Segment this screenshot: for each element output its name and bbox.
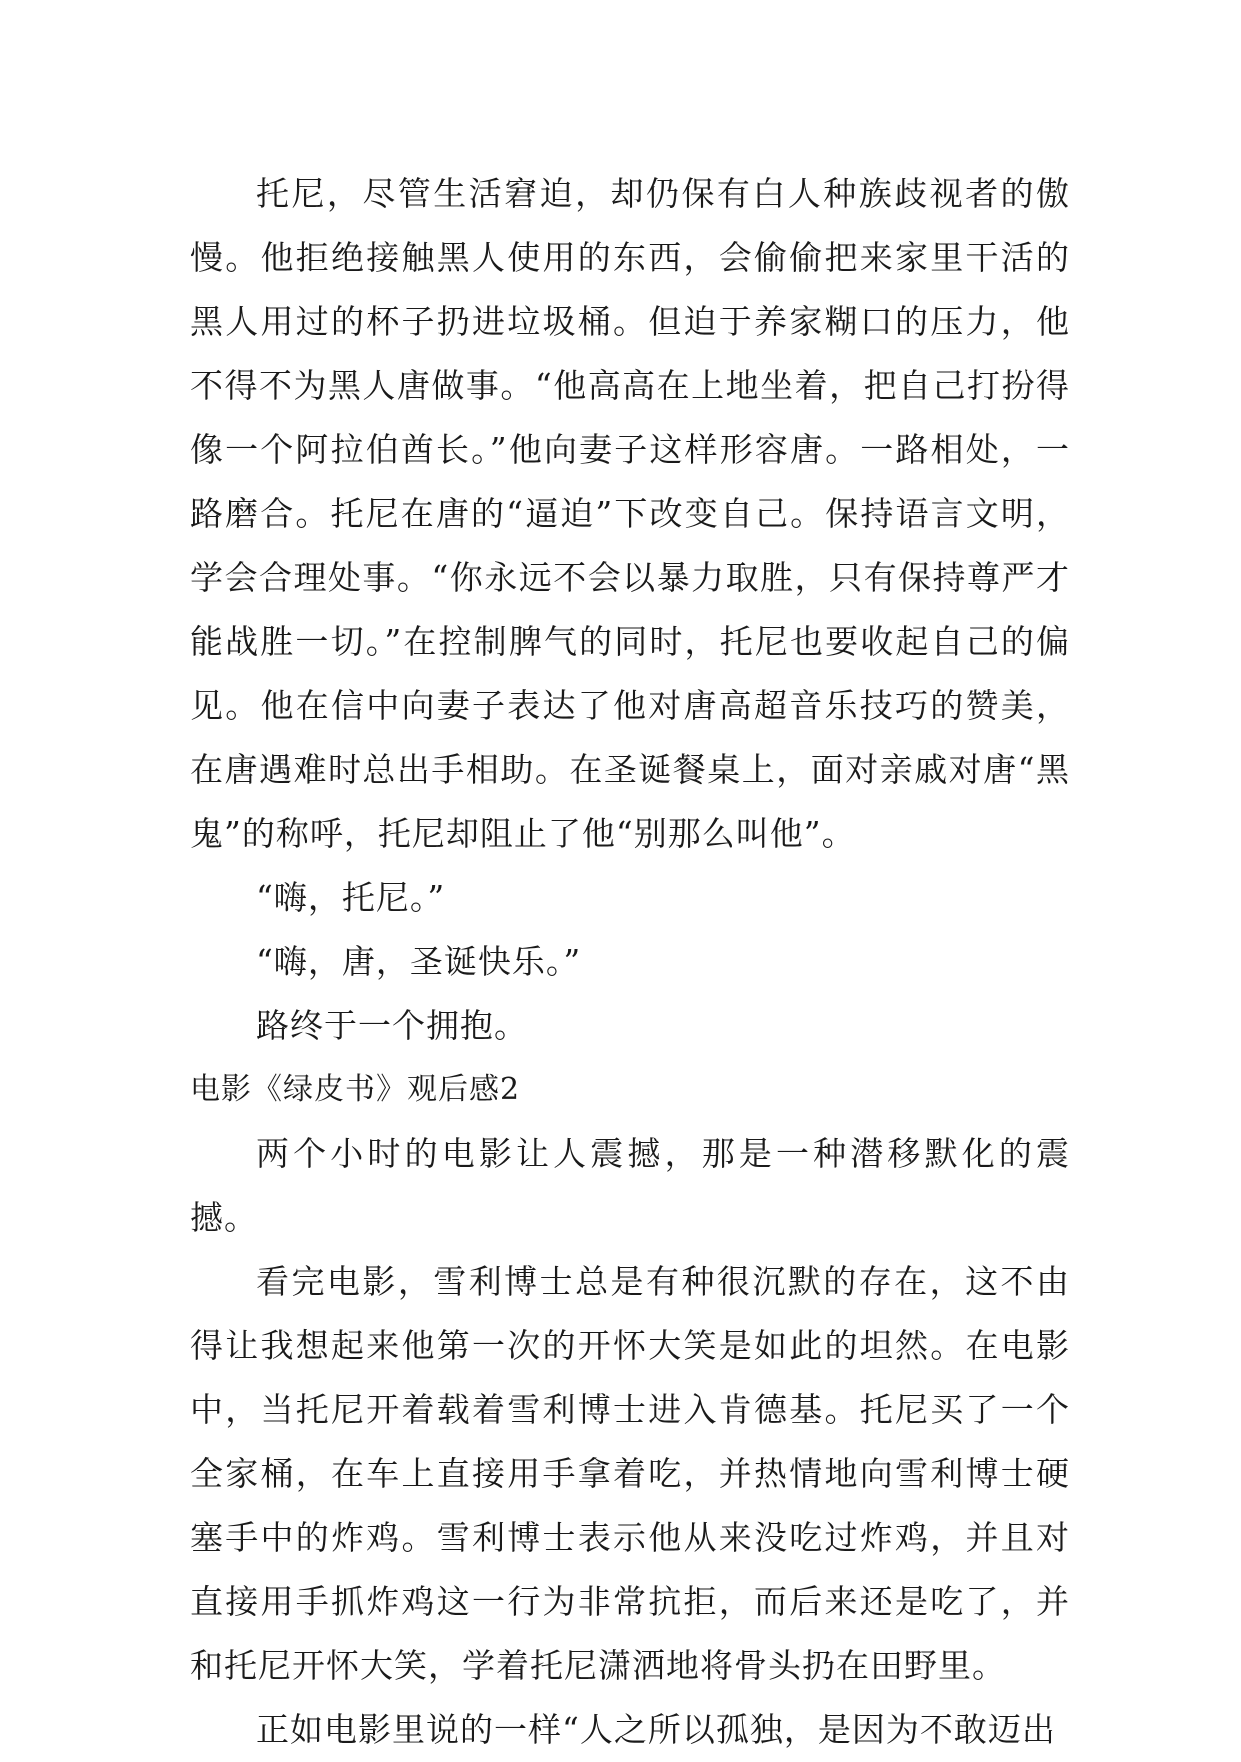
paragraph-fried-chicken: 看完电影，雪利博士总是有种很沉默的存在，这不由得让我想起来他第一次的开怀大笑是如此的坦然。在电影中，当托尼开着载着雪利博士进入肯德基。托尼买了一个全家桶，在车上直接用手拿着吃，并热情地向雪利博士硬塞手中的炸鸡。雪利博士表示他从来没吃过炸鸡，并且对直接用手抓炸鸡这一行为非常抗拒，而后来还是吃了，并和托尼开怀大笑，学着托尼潇洒地将骨头扔在田野里。 bbox=[190, 1262, 1070, 1685]
paragraph-loneliness: 正如电影里说的一样“人之所以孤独，是因为不敢迈出 bbox=[256, 1710, 1056, 1749]
paragraph-dialogue-1: “嗨，托尼。” bbox=[256, 878, 446, 917]
paragraph-dialogue-2: “嗨，唐，圣诞快乐。” bbox=[256, 942, 582, 981]
document-page bbox=[190, 162, 1070, 1762]
paragraph-ending: 路终于一个拥抱。 bbox=[256, 1006, 528, 1045]
paragraph-tony-prejudice: 托尼，尽管生活窘迫，却仍保有白人种族歧视者的傲慢。他拒绝接触黑人使用的东西，会偷偷把来家里干活的黑人用过的杯子扔进垃圾桶。但迫于养家糊口的压力，他不得不为黑人唐做事。“他高高在上地坐着，把自己打扮得像一个阿拉伯酋长。”他向妻子这样形容唐。一路相处，一路磨合。托尼在唐的“逼迫”下改变自己。保持语言文明，学会合理处事。“你永远不会以暴力取胜，只有保持尊严才能战胜一切。”在控制脾气的同时，托尼也要收起自己的偏见。他在信中向妻子表达了他对唐高超音乐技巧的赞美，在唐遇难时总出手相助。在圣诞餐桌上，面对亲戚对唐“黑鬼”的称呼，托尼却阻止了他“别那么叫他”。 bbox=[190, 174, 1070, 853]
paragraph-intro: 两个小时的电影让人震撼，那是一种潜移默化的震撼。 bbox=[190, 1134, 1070, 1237]
section-title: 电影《绿皮书》观后感2 bbox=[190, 1072, 521, 1107]
